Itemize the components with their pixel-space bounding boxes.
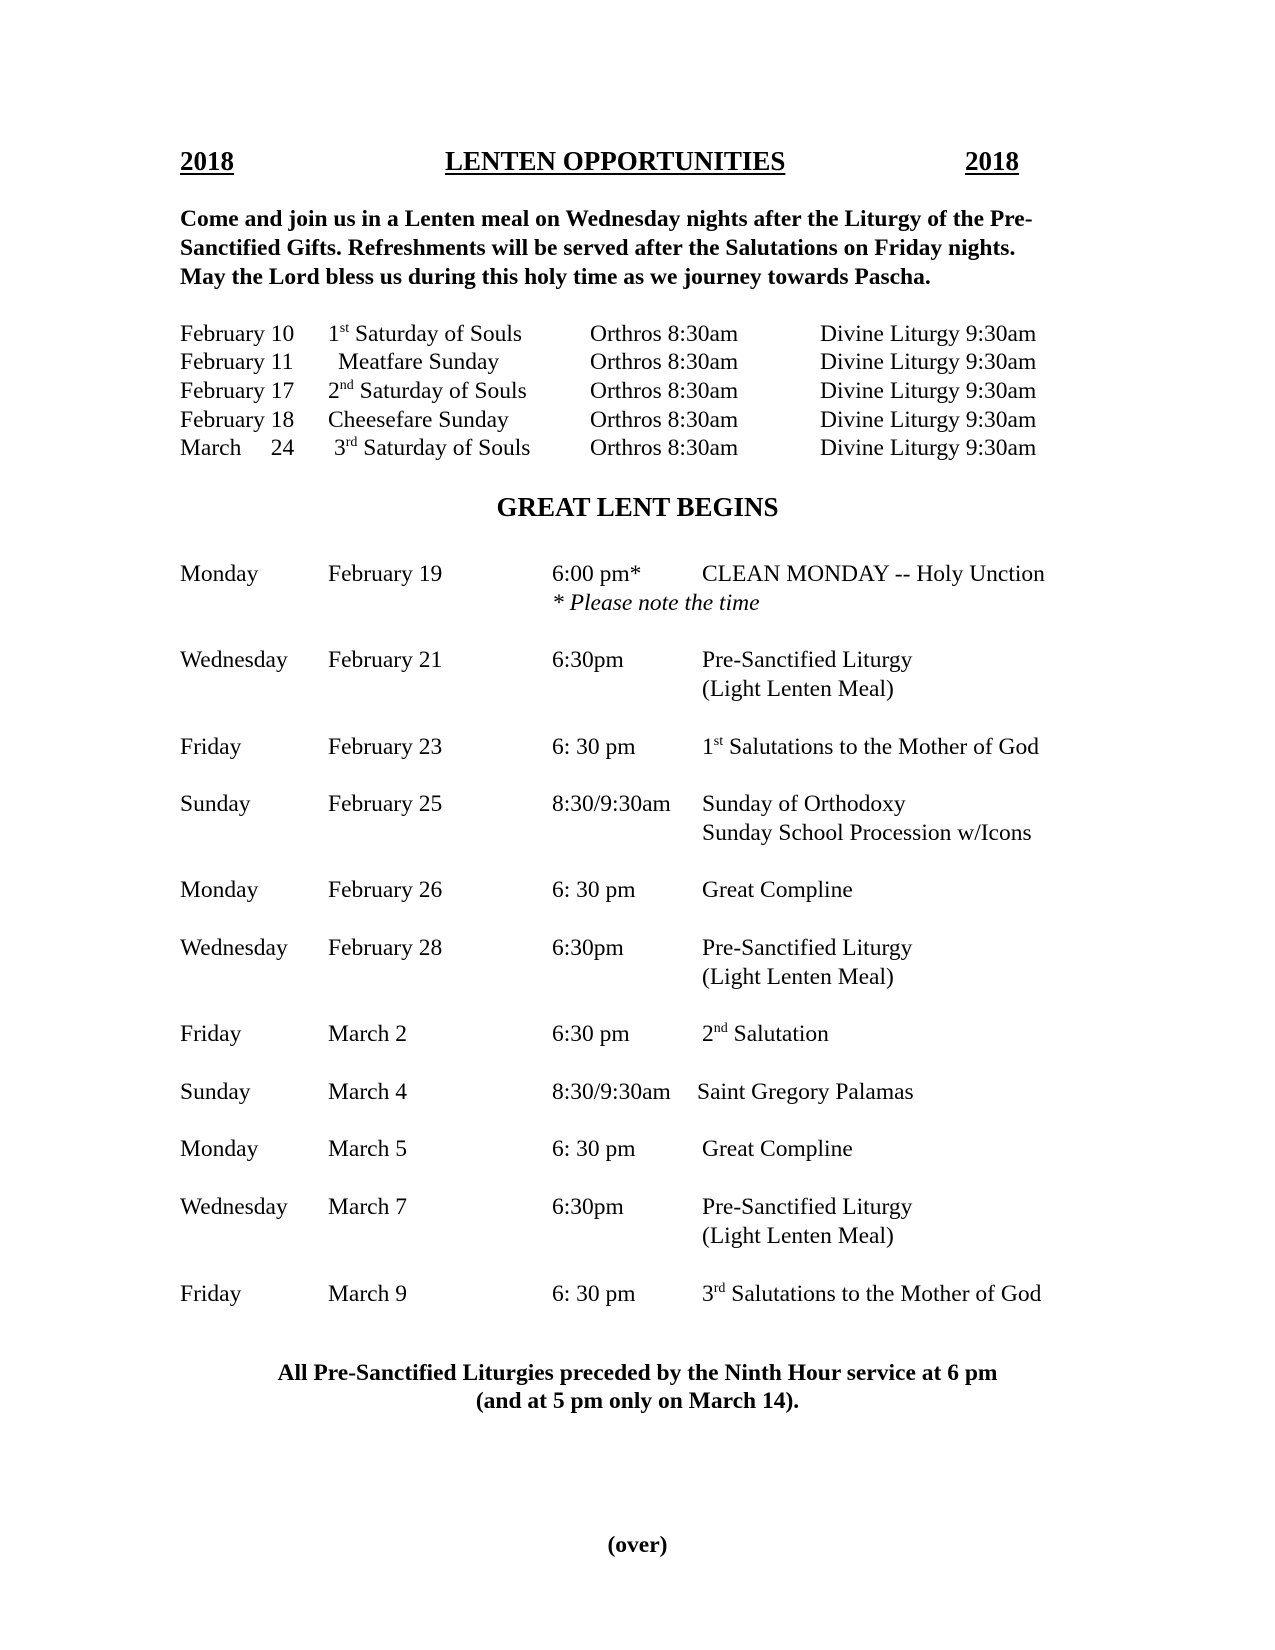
schedule-time: 8:30/9:30am bbox=[552, 1079, 671, 1105]
schedule-time: 6: 30 pm bbox=[552, 1136, 636, 1162]
schedule-time: 6:30 pm bbox=[552, 1021, 630, 1047]
pre-lent-event: Cheesefare Sunday bbox=[328, 407, 509, 433]
pre-lent-event: 1st Saturday of Souls bbox=[328, 321, 523, 347]
schedule-event-detail: (Light Lenten Meal) bbox=[702, 964, 894, 990]
schedule-event: CLEAN MONDAY -- Holy Unction bbox=[702, 561, 1045, 587]
schedule-date: February 21 bbox=[328, 647, 443, 673]
schedule-event: Pre-Sanctified Liturgy bbox=[702, 1194, 913, 1220]
schedule-event: Pre-Sanctified Liturgy bbox=[702, 935, 913, 961]
schedule-time: 6:30pm bbox=[552, 1194, 624, 1220]
schedule-event-detail: Sunday School Procession w/Icons bbox=[702, 820, 1032, 846]
schedule-day: Monday bbox=[180, 1136, 259, 1162]
schedule-day: Monday bbox=[180, 877, 259, 903]
schedule-time: 6: 30 pm bbox=[552, 877, 636, 903]
schedule-event: Pre-Sanctified Liturgy bbox=[702, 647, 913, 673]
pre-lent-date: February 10 bbox=[180, 321, 295, 347]
schedule-date: February 28 bbox=[328, 935, 443, 961]
schedule-date: March 4 bbox=[328, 1079, 407, 1105]
pre-lent-date: February 11 bbox=[180, 349, 294, 375]
page-over-marker: (over) bbox=[607, 1532, 668, 1558]
schedule-day: Sunday bbox=[180, 791, 251, 817]
intro-line-1: Come and join us in a Lenten meal on Wednesday nights after the Liturgy of the Pre- bbox=[180, 206, 1033, 232]
pre-lent-liturgy: Divine Liturgy 9:30am bbox=[820, 407, 1037, 433]
pre-lent-event: 3rd Saturday of Souls bbox=[334, 435, 531, 461]
schedule-event: Saint Gregory Palamas bbox=[697, 1079, 914, 1105]
schedule-day: Monday bbox=[180, 561, 259, 587]
pre-lent-liturgy: Divine Liturgy 9:30am bbox=[820, 321, 1037, 347]
schedule-event-detail: (Light Lenten Meal) bbox=[702, 676, 894, 702]
pre-lent-orthros: Orthros 8:30am bbox=[590, 349, 739, 375]
pre-lent-date: March 24 bbox=[180, 435, 295, 461]
schedule-time: 6:30pm bbox=[552, 647, 624, 673]
schedule-time: 8:30/9:30am bbox=[552, 791, 671, 817]
pre-lent-liturgy: Divine Liturgy 9:30am bbox=[820, 378, 1037, 404]
pre-lent-orthros: Orthros 8:30am bbox=[590, 435, 739, 461]
schedule-event: 2nd Salutation bbox=[702, 1021, 829, 1047]
footer-note-line-1: All Pre-Sanctified Liturgies preceded by the Ninth Hour service at 6 pm bbox=[277, 1360, 998, 1386]
schedule-day: Wednesday bbox=[180, 647, 288, 673]
schedule-event: Sunday of Orthodoxy bbox=[702, 791, 906, 817]
schedule-day: Friday bbox=[180, 1281, 242, 1307]
schedule-date: March 5 bbox=[328, 1136, 407, 1162]
page-title: LENTEN OPPORTUNITIES bbox=[445, 146, 786, 176]
pre-lent-liturgy: Divine Liturgy 9:30am bbox=[820, 349, 1037, 375]
schedule-date: February 26 bbox=[328, 877, 443, 903]
schedule-day: Wednesday bbox=[180, 1194, 288, 1220]
pre-lent-event: 2nd Saturday of Souls bbox=[328, 378, 527, 404]
schedule-event: Great Compline bbox=[702, 877, 853, 903]
pre-lent-date: February 17 bbox=[180, 378, 295, 404]
section-title: GREAT LENT BEGINS bbox=[496, 492, 779, 522]
schedule-day: Friday bbox=[180, 734, 242, 760]
schedule-event: 3rd Salutations to the Mother of God bbox=[702, 1281, 1042, 1307]
intro-line-2: Sanctified Gifts. Refreshments will be served after the Salutations on Friday nights. bbox=[180, 235, 1016, 261]
schedule-date: March 9 bbox=[328, 1281, 407, 1307]
schedule-date: March 7 bbox=[328, 1194, 407, 1220]
schedule-time: 6: 30 pm bbox=[552, 734, 636, 760]
schedule-date: March 2 bbox=[328, 1021, 407, 1047]
pre-lent-event: Meatfare Sunday bbox=[338, 349, 500, 375]
intro-paragraph bbox=[180, 205, 1100, 292]
schedule-date: February 19 bbox=[328, 561, 443, 587]
schedule-note: * Please note the time bbox=[552, 590, 760, 616]
pre-lent-orthros: Orthros 8:30am bbox=[590, 321, 739, 347]
header-year-right: 2018 bbox=[965, 146, 1019, 176]
schedule-date: February 23 bbox=[328, 734, 443, 760]
schedule-event: Great Compline bbox=[702, 1136, 853, 1162]
schedule-time: 6:30pm bbox=[552, 935, 624, 961]
schedule-day: Wednesday bbox=[180, 935, 288, 961]
footer-note-line-2: (and at 5 pm only on March 14). bbox=[475, 1388, 800, 1414]
pre-lent-orthros: Orthros 8:30am bbox=[590, 378, 739, 404]
schedule-event-detail: (Light Lenten Meal) bbox=[702, 1223, 894, 1249]
pre-lent-liturgy: Divine Liturgy 9:30am bbox=[820, 435, 1037, 461]
pre-lent-orthros: Orthros 8:30am bbox=[590, 407, 739, 433]
schedule-time: 6:00 pm* bbox=[552, 561, 642, 587]
header-year-left: 2018 bbox=[180, 146, 234, 176]
schedule-event: 1st Salutations to the Mother of God bbox=[702, 734, 1040, 760]
schedule-date: February 25 bbox=[328, 791, 443, 817]
schedule-time: 6: 30 pm bbox=[552, 1281, 636, 1307]
schedule-day: Sunday bbox=[180, 1079, 251, 1105]
intro-line-3: May the Lord bless us during this holy time as we journey towards Pascha. bbox=[180, 264, 931, 290]
pre-lent-date: February 18 bbox=[180, 407, 295, 433]
schedule-day: Friday bbox=[180, 1021, 242, 1047]
